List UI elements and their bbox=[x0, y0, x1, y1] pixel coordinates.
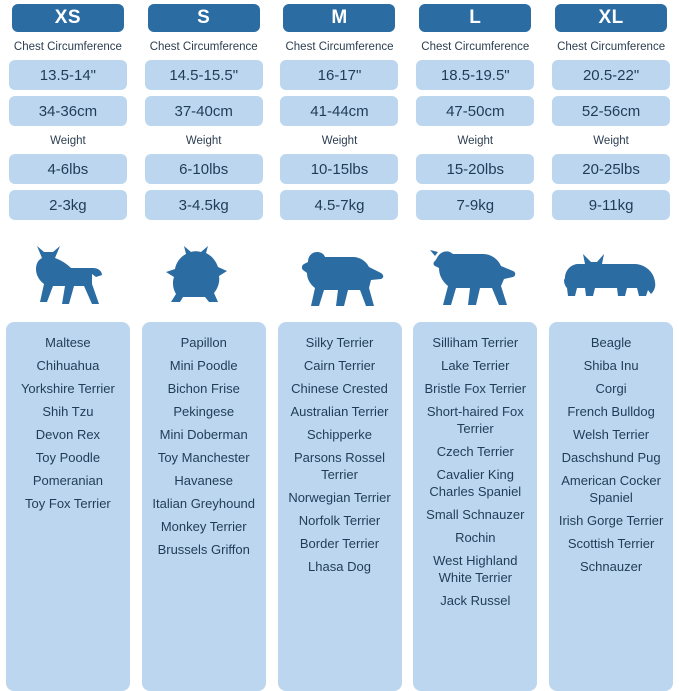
dog-silhouette-terrier-icon bbox=[278, 238, 402, 308]
weight-lbs-s: 6-10lbs bbox=[145, 154, 263, 184]
list-item: Daschshund Pug bbox=[561, 450, 661, 465]
list-item: Short-haired Fox Terrier bbox=[426, 404, 524, 436]
dog-silhouette-pomeranian-icon bbox=[142, 238, 266, 308]
weight-kg-xs: 2-3kg bbox=[9, 190, 127, 220]
list-item: Havanese bbox=[174, 473, 233, 488]
size-header-xl: XL bbox=[555, 4, 667, 32]
chest-label-l: Chest Circumference bbox=[421, 41, 530, 53]
list-item: Norfolk Terrier bbox=[298, 513, 381, 528]
list-item: Rochin bbox=[455, 530, 496, 545]
weight-label-xl: Weight bbox=[593, 135, 629, 147]
chest-cm-l: 47-50cm bbox=[416, 96, 534, 126]
chest-label-xs: Chest Circumference bbox=[13, 41, 122, 53]
list-item: Welsh Terrier bbox=[573, 427, 650, 442]
weight-label-xs: Weight bbox=[50, 135, 86, 147]
chest-label-xl: Chest Circumference bbox=[557, 41, 666, 53]
breed-list-xs bbox=[6, 322, 130, 691]
list-item: Yorkshire Terrier bbox=[20, 381, 115, 396]
chest-cm-m: 41-44cm bbox=[280, 96, 398, 126]
list-item: Toy Fox Terrier bbox=[25, 496, 111, 511]
chest-cm-xs: 34-36cm bbox=[9, 96, 127, 126]
list-item: Cairn Terrier bbox=[303, 358, 376, 373]
weight-kg-l: 7-9kg bbox=[416, 190, 534, 220]
list-item: Pomeranian bbox=[32, 473, 103, 488]
weight-label-m: Weight bbox=[321, 135, 358, 147]
weight-lbs-l: 15-20lbs bbox=[416, 154, 534, 184]
weight-label-s: Weight bbox=[185, 135, 222, 147]
list-item: Scottish Terrier bbox=[567, 536, 655, 551]
list-item: Small Schnauzer bbox=[426, 507, 525, 522]
chest-label-s: Chest Circumference bbox=[149, 41, 258, 53]
list-item: Czech Terrier bbox=[436, 444, 514, 459]
list-item: Chinese Crested bbox=[291, 381, 388, 396]
list-item: Papillon bbox=[180, 335, 227, 350]
list-item: Parsons Rossel Terrier bbox=[293, 450, 386, 482]
chest-inches-m: 16-17" bbox=[280, 60, 398, 90]
list-item: Bichon Frise bbox=[167, 381, 240, 396]
list-item: West Highland White Terrier bbox=[433, 553, 518, 585]
list-item: Toy Manchester bbox=[157, 450, 250, 465]
size-column-m bbox=[272, 0, 408, 691]
list-item: Silky Terrier bbox=[305, 335, 374, 350]
size-header-m: M bbox=[283, 4, 395, 32]
weight-kg-m: 4.5-7kg bbox=[280, 190, 398, 220]
dog-silhouette-corgi-icon bbox=[549, 238, 673, 308]
list-item: Chihuahua bbox=[36, 358, 100, 373]
size-column-xl bbox=[543, 0, 679, 691]
list-item: Irish Gorge Terrier bbox=[558, 513, 664, 528]
list-item: Schnauzer bbox=[580, 559, 643, 574]
list-item: Jack Russel bbox=[440, 593, 511, 608]
list-item: Border Terrier bbox=[299, 536, 380, 551]
chest-inches-xs: 13.5-14" bbox=[9, 60, 127, 90]
list-item: Italian Greyhound bbox=[152, 496, 256, 511]
chest-inches-s: 14.5-15.5" bbox=[145, 60, 263, 90]
list-item: French Bulldog bbox=[567, 404, 655, 419]
weight-kg-s: 3-4.5kg bbox=[145, 190, 263, 220]
list-item: Devon Rex bbox=[35, 427, 101, 442]
size-header-xs: XS bbox=[12, 4, 124, 32]
weight-lbs-xs: 4-6lbs bbox=[9, 154, 127, 184]
list-item: Mini Poodle bbox=[169, 358, 238, 373]
list-item: Australian Terrier bbox=[290, 404, 389, 419]
list-item: Pekingese bbox=[173, 404, 235, 419]
size-header-l: L bbox=[419, 4, 531, 32]
list-item: Lake Terrier bbox=[441, 358, 510, 373]
list-item: Schipperke bbox=[306, 427, 373, 442]
list-item: Shih Tzu bbox=[42, 404, 94, 419]
list-item: Silliham Terrier bbox=[432, 335, 519, 350]
chest-inches-xl: 20.5-22" bbox=[552, 60, 670, 90]
list-item: Mini Doberman bbox=[159, 427, 248, 442]
size-column-xs bbox=[0, 0, 136, 691]
size-header-s: S bbox=[148, 4, 260, 32]
chest-inches-l: 18.5-19.5" bbox=[416, 60, 534, 90]
chest-label-m: Chest Circumference bbox=[285, 41, 394, 53]
list-item: Shiba Inu bbox=[583, 358, 639, 373]
chest-cm-xl: 52-56cm bbox=[552, 96, 670, 126]
breed-list-m bbox=[278, 322, 402, 691]
list-item: Brussels Griffon bbox=[157, 542, 250, 557]
chest-cm-s: 37-40cm bbox=[145, 96, 263, 126]
breed-list-l bbox=[413, 322, 537, 691]
list-item: Cavalier King Charles Spaniel bbox=[429, 467, 522, 499]
weight-label-l: Weight bbox=[457, 135, 494, 147]
list-item: Maltese bbox=[45, 335, 91, 350]
list-item: Beagle bbox=[590, 335, 632, 350]
list-item: Norwegian Terrier bbox=[288, 490, 391, 505]
breed-list-xl bbox=[549, 322, 673, 691]
list-item: Bristle Fox Terrier bbox=[424, 381, 527, 396]
list-item: Corgi bbox=[595, 381, 627, 396]
list-item: American Cocker Spaniel bbox=[561, 473, 661, 505]
weight-lbs-m: 10-15lbs bbox=[280, 154, 398, 184]
size-column-s bbox=[136, 0, 272, 691]
dog-silhouette-beagle-icon bbox=[413, 238, 537, 308]
weight-kg-xl: 9-11kg bbox=[552, 190, 670, 220]
breed-list-s bbox=[142, 322, 266, 691]
list-item: Monkey Terrier bbox=[160, 519, 247, 534]
dog-silhouette-chihuahua-icon bbox=[6, 238, 130, 308]
list-item: Toy Poodle bbox=[35, 450, 101, 465]
list-item: Lhasa Dog bbox=[308, 559, 371, 574]
size-column-l bbox=[407, 0, 543, 691]
weight-lbs-xl: 20-25lbs bbox=[552, 154, 670, 184]
